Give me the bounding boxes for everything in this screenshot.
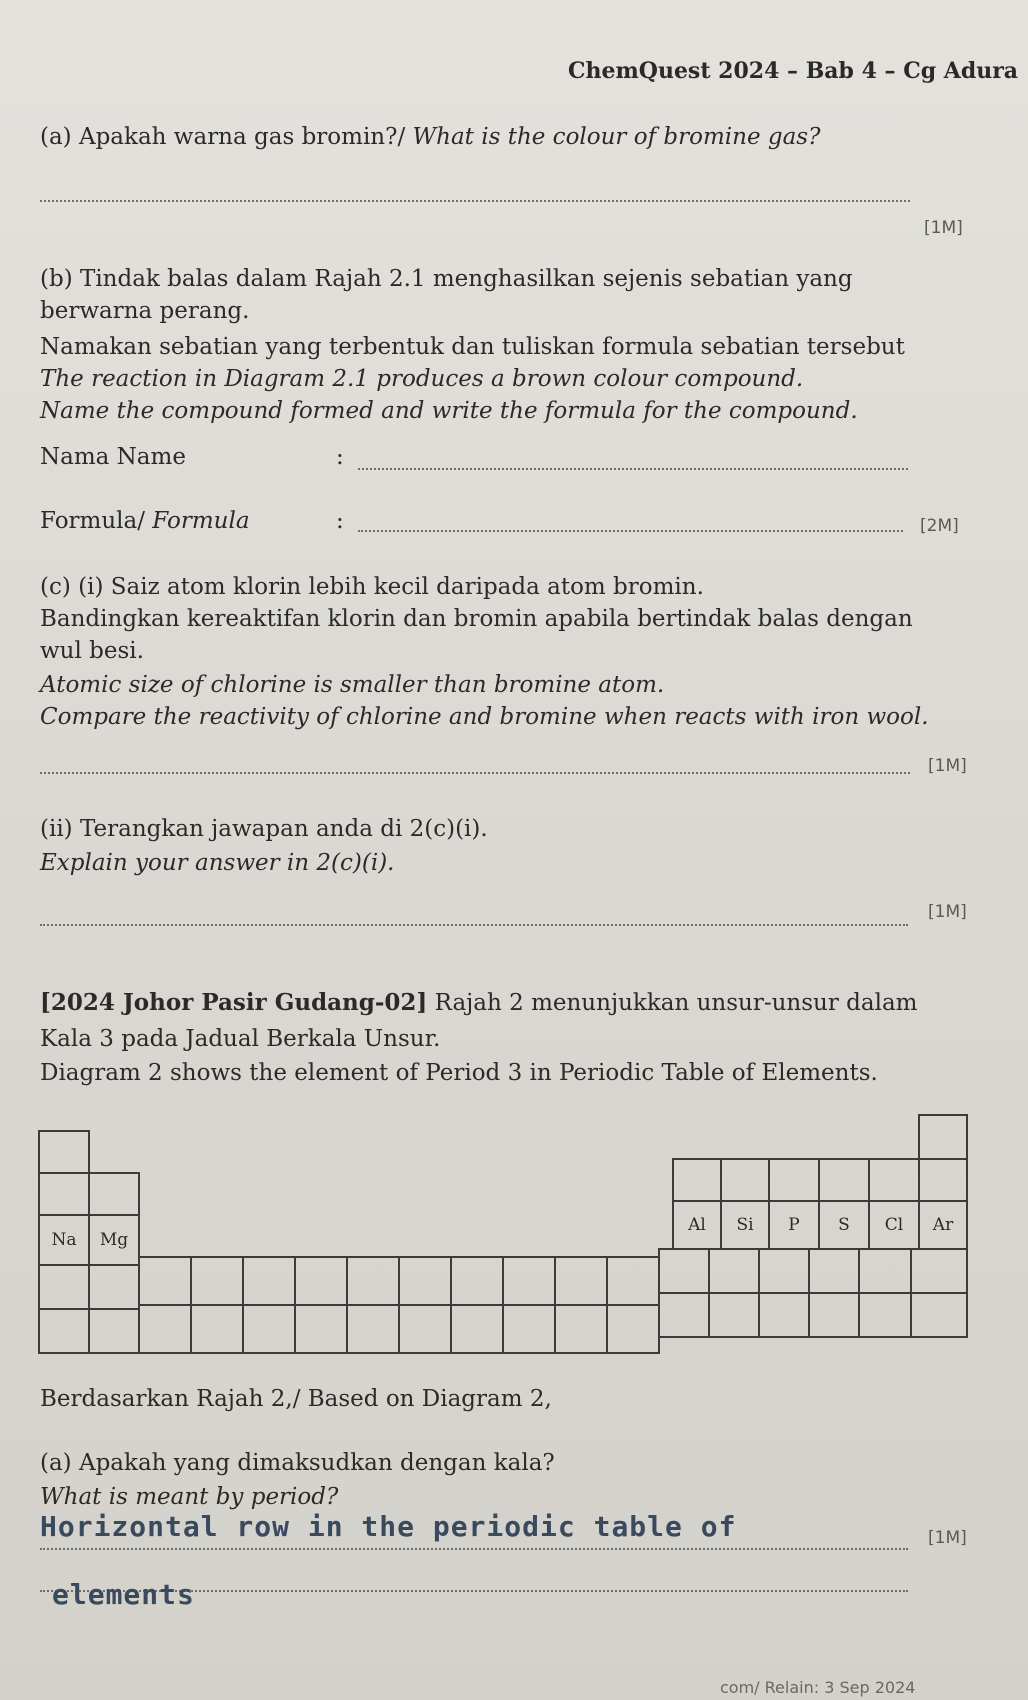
pt-cell-p4-3 (758, 1248, 810, 1294)
pt-cell-t10 (606, 1256, 660, 1306)
pt-cell-t5 (346, 1256, 400, 1306)
pt-cell-be (88, 1172, 140, 1216)
pt-cell-t7 (450, 1256, 504, 1306)
question-c-line1: (c) (i) Saiz atom klorin lebih kecil daripada atom bromin. (40, 574, 704, 600)
pt-cell-o (818, 1158, 870, 1202)
pt-cell-t2 (190, 1256, 244, 1306)
pt-cell-p5-3 (758, 1292, 810, 1338)
pt-cell-p5-2 (708, 1292, 760, 1338)
answer-line-a[interactable] (40, 200, 910, 202)
formula-answer-line[interactable] (358, 530, 903, 532)
element-p-symbol: P (788, 1215, 800, 1235)
name-label: Nama Name (40, 444, 186, 470)
pt-cell-p4-2 (708, 1248, 760, 1294)
question-c-line3: wul besi. (40, 638, 144, 664)
question-2a-english: What is meant by period? (40, 1484, 339, 1510)
pt-cell-t12 (190, 1304, 244, 1354)
element-al-symbol: Al (688, 1215, 706, 1235)
pt-cell-al (672, 1200, 722, 1250)
pt-cell-t14 (294, 1304, 348, 1354)
formula-colon: : (336, 508, 344, 534)
mark-c-ii: [1M] (928, 902, 967, 922)
pt-cell-ar (918, 1200, 968, 1250)
mark-a: [1M] (924, 218, 963, 238)
handwritten-answer-line1: Horizontal row in the periodic table of (40, 1510, 737, 1543)
element-cl-symbol: Cl (884, 1215, 904, 1235)
pt-cell-p4-1 (658, 1248, 710, 1294)
pt-cell-t3 (242, 1256, 296, 1306)
question-b-line5: Name the compound formed and write the formula for the compound. (40, 398, 858, 424)
mark-c-i: [1M] (928, 756, 967, 776)
question-c-line4: Atomic size of chlorine is smaller than bromine atom. (40, 672, 665, 698)
element-si-symbol: Si (736, 1215, 754, 1235)
question-b-line4: The reaction in Diagram 2.1 produces a brown colour compound. (40, 366, 804, 392)
pt-cell-t18 (502, 1304, 556, 1354)
pt-cell-s (818, 1200, 870, 1250)
answer-line-c-ii[interactable] (40, 924, 908, 926)
question-2-line1-text: Rajah 2 menunjukkan unsur-unsur dalam (427, 990, 918, 1016)
pt-cell-t6 (398, 1256, 452, 1306)
pt-cell-t20 (606, 1304, 660, 1354)
answer-line-2a-1[interactable] (40, 1548, 908, 1550)
question-b-line2: berwarna perang. (40, 298, 250, 324)
question-a-english: What is the colour of bromine gas? (412, 124, 821, 150)
mark-2a: [1M] (928, 1528, 967, 1548)
pt-cell-n (768, 1158, 820, 1202)
mark-b: [2M] (920, 516, 959, 536)
pt-cell-k (38, 1264, 90, 1310)
pt-cell-si (720, 1200, 770, 1250)
question-c-ii-line2: Explain your answer in 2(c)(i). (40, 850, 395, 876)
pt-cell-t13 (242, 1304, 296, 1354)
element-na-symbol: Na (51, 1230, 77, 1250)
formula-label-malay: Formula/ (40, 508, 145, 534)
question-a-malay: (a) Apakah warna gas bromin?/ (40, 124, 406, 150)
pt-cell-na (38, 1214, 90, 1266)
name-colon: : (336, 444, 344, 470)
pt-cell-sr (88, 1308, 140, 1354)
pt-cell-t9 (554, 1256, 608, 1306)
pt-cell-t15 (346, 1304, 400, 1354)
pt-cell-f (868, 1158, 920, 1202)
pt-cell-t8 (502, 1256, 556, 1306)
pt-cell-p4-4 (808, 1248, 860, 1294)
based-on-text: Berdasarkan Rajah 2,/ Based on Diagram 2, (40, 1386, 552, 1412)
pt-cell-t11 (138, 1304, 192, 1354)
pt-cell-t4 (294, 1256, 348, 1306)
pt-cell-ne (918, 1158, 968, 1202)
page-header (568, 58, 1018, 84)
question-2-line2: Kala 3 pada Jadual Berkala Unsur. (40, 1026, 441, 1052)
pt-cell-li (38, 1172, 90, 1216)
pt-cell-h (38, 1130, 90, 1174)
element-ar-symbol: Ar (932, 1215, 954, 1235)
footer-text: com/ Relain: 3 Sep 2024 (720, 1678, 916, 1697)
pt-cell-p5-4 (808, 1292, 860, 1338)
question-2a-malay: (a) Apakah yang dimaksudkan dengan kala? (40, 1450, 555, 1476)
formula-label (40, 504, 250, 538)
pt-cell-mg (88, 1214, 140, 1266)
pt-cell-p5-6 (910, 1292, 968, 1338)
question-c-line5: Compare the reactivity of chlorine and bromine when reacts with iron wool. (40, 704, 929, 730)
pt-cell-t19 (554, 1304, 608, 1354)
question-a (40, 120, 820, 154)
element-mg-symbol: Mg (99, 1230, 129, 1250)
answer-line-c-i[interactable] (40, 772, 910, 774)
pt-cell-p5-5 (858, 1292, 912, 1338)
pt-cell-c (720, 1158, 770, 1202)
question-2-line3: Diagram 2 shows the element of Period 3 in Periodic Table of Elements. (40, 1060, 878, 1086)
pt-cell-rb (38, 1308, 90, 1354)
formula-label-english: Formula (152, 508, 250, 534)
question-2-line1 (40, 986, 917, 1020)
pt-cell-ca (88, 1264, 140, 1310)
question-c-ii-line1: (ii) Terangkan jawapan anda di 2(c)(i). (40, 816, 488, 842)
pt-cell-t1 (138, 1256, 192, 1306)
pt-cell-cl (868, 1200, 920, 1250)
pt-cell-t17 (450, 1304, 504, 1354)
question-b-line3: Namakan sebatian yang terbentuk dan tuliskan formula sebatian tersebut (40, 334, 905, 360)
pt-cell-p4-6 (910, 1248, 968, 1294)
pt-cell-t16 (398, 1304, 452, 1354)
question-2-tag: [2024 Johor Pasir Gudang-02] (40, 989, 428, 1016)
pt-cell-p5-1 (658, 1292, 710, 1338)
question-b-line1: (b) Tindak balas dalam Rajah 2.1 menghasilkan sejenis sebatian yang (40, 266, 853, 292)
pt-cell-p (768, 1200, 820, 1250)
pt-cell-p4-5 (858, 1248, 912, 1294)
handwritten-answer-line2: elements (52, 1578, 195, 1611)
element-s-symbol: S (838, 1215, 850, 1235)
name-answer-line[interactable] (358, 468, 908, 470)
header-text: ChemQuest 2024 – Bab 4 – Cg Adura (568, 58, 1019, 84)
pt-cell-he (918, 1114, 968, 1160)
question-c-line2: Bandingkan kereaktifan klorin dan bromin apabila bertindak balas dengan (40, 606, 913, 632)
pt-cell-b (672, 1158, 722, 1202)
